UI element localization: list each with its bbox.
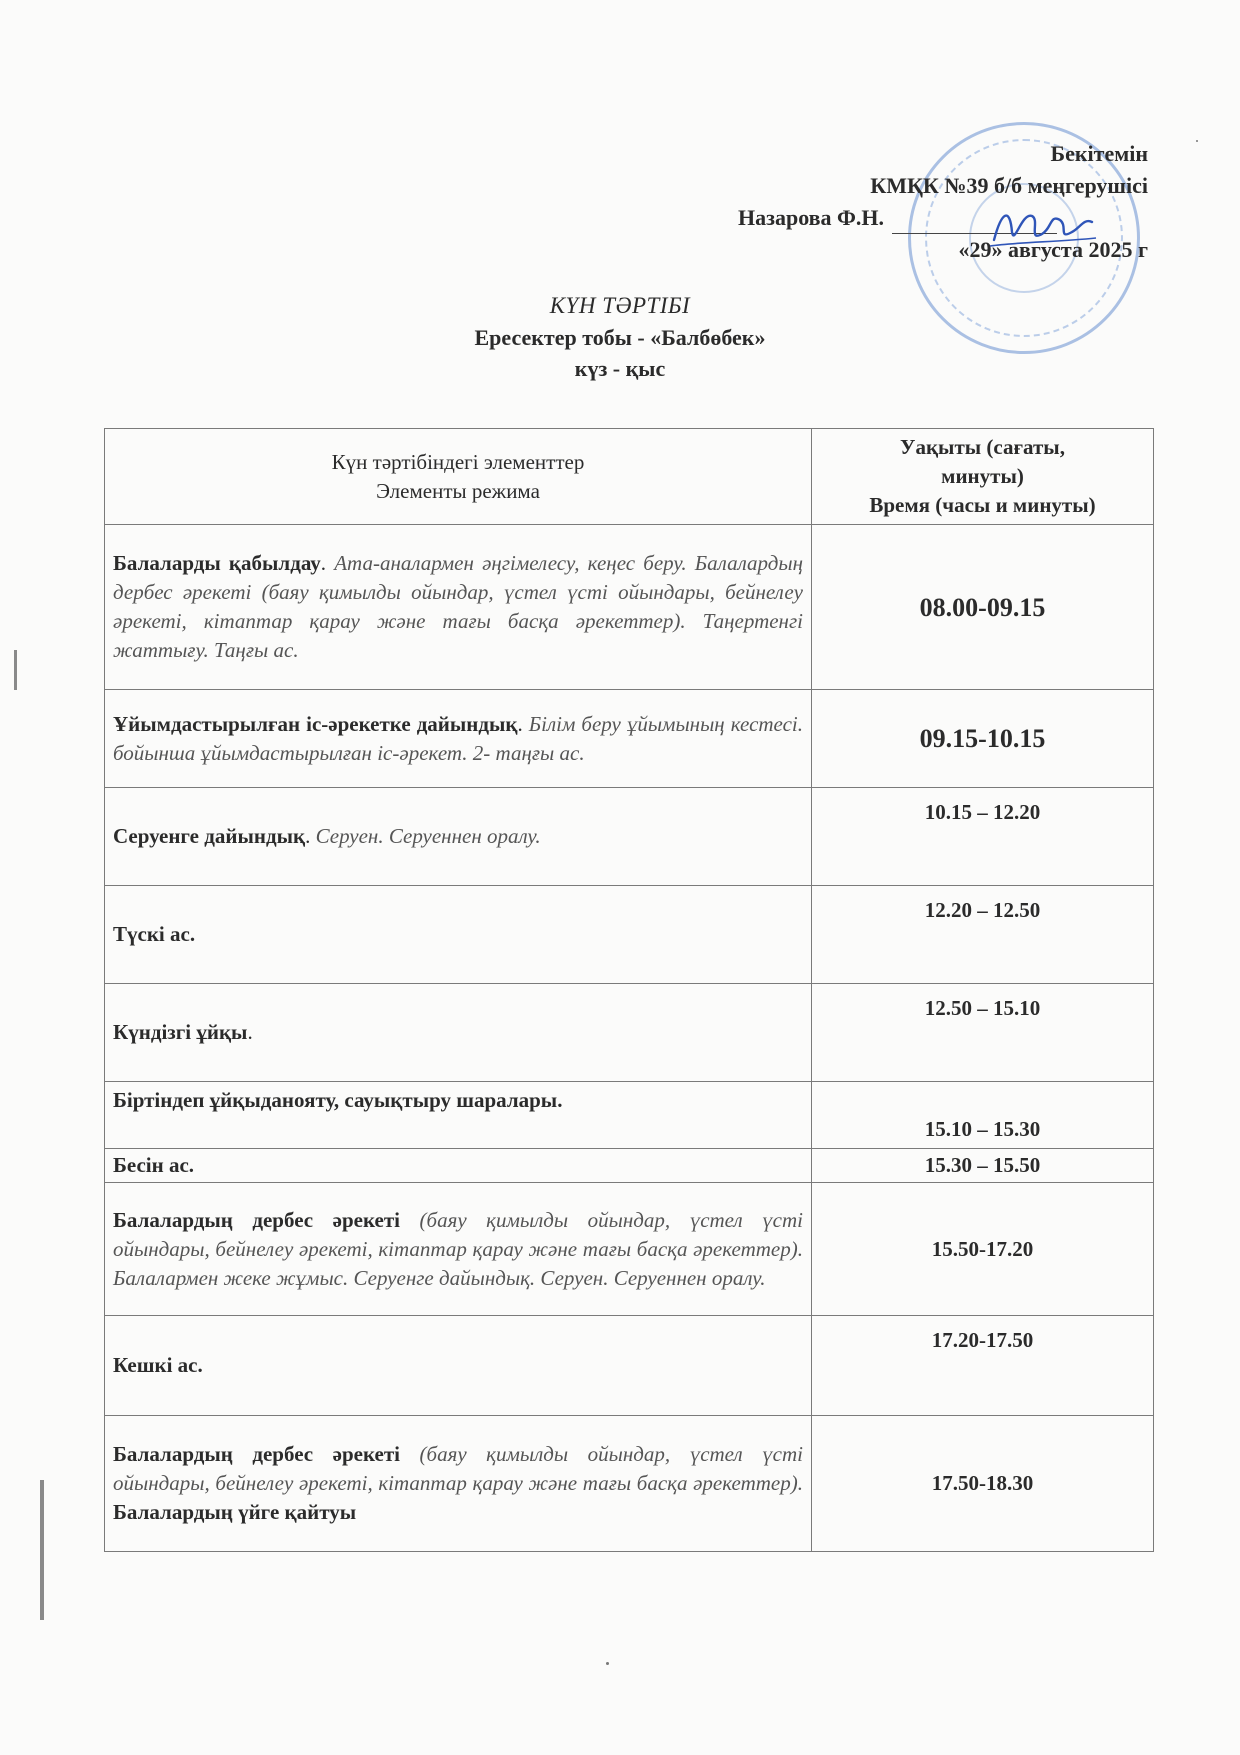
table-row	[105, 1416, 1154, 1552]
table-row	[105, 525, 1154, 690]
scan-speck	[606, 1662, 609, 1665]
table-row	[105, 886, 1154, 984]
season: күз - қыс	[574, 356, 666, 381]
approval-name: Назарова Ф.Н.	[738, 205, 885, 230]
activity-cell: Біртіндеп ұйқыданояту, сауықтыру шаралары.	[105, 1082, 812, 1149]
activity-cell: Балалардың дербес әрекеті (баяу қимылды ойындар, үстел үсті ойындары, бейнелеу әрекеті, кітаптар қарау және тағы басқа әрекеттер). Балалармен жеке жұмыс. Серуенге дайындық. Серуен. Серуеннен оралу.	[105, 1183, 812, 1316]
time-cell: 09.15-10.15	[812, 690, 1154, 788]
activity-cell: Бесін ас.	[105, 1149, 812, 1183]
scan-streak	[14, 650, 17, 690]
activity-cell: Балаларды қабылдау. Ата-аналармен әңгімелесу, кеңес беру. Балалардың дербес әрекеті (баяу қимылды ойындар, үстел үсті ойындары, бейнелеу әрекеті, кітаптар қарау және тағы басқа әрекеттер). Таңертенгі жаттығу. Таңғы ас.	[105, 525, 812, 690]
activity-cell: Балалардың дербес әрекеті (баяу қимылды ойындар, үстел үсті ойындары, бейнелеу әрекеті, кітаптар қарау және тағы басқа әрекеттер). Балалардың үйге қайтуы	[105, 1416, 812, 1552]
scan-speck	[1196, 140, 1198, 142]
table-row	[105, 1149, 1154, 1183]
column-header-elements: Күн тәртібіндегі элементтер Элементы режима	[105, 429, 812, 525]
signature	[988, 202, 1098, 252]
table-row	[105, 690, 1154, 788]
table-row	[105, 1316, 1154, 1416]
schedule-table	[104, 428, 1154, 1552]
time-cell: 10.15 – 12.20	[812, 788, 1154, 886]
table-row	[105, 1183, 1154, 1316]
activity-cell: Күндізгі ұйқы.	[105, 984, 812, 1082]
time-cell: 17.50-18.30	[812, 1416, 1154, 1552]
approval-date: «29» августа 2025 г	[958, 237, 1148, 262]
activity-cell: Түскі ас.	[105, 886, 812, 984]
time-cell: 15.50-17.20	[812, 1183, 1154, 1316]
time-cell: 12.20 – 12.50	[812, 886, 1154, 984]
group-name: Ересектер тобы - «Балбөбек»	[474, 325, 766, 350]
activity-cell: Кешкі ас.	[105, 1316, 812, 1416]
time-cell: 15.10 – 15.30	[812, 1082, 1154, 1149]
time-cell: 15.30 – 15.50	[812, 1149, 1154, 1183]
table-row	[105, 984, 1154, 1082]
scan-streak	[40, 1480, 44, 1620]
activity-cell: Ұйымдастырылған іс-әрекетке дайындық. Білім беру ұйымының кестесі. бойынша ұйымдастырылған іс-әрекет. 2- таңғы ас.	[105, 690, 812, 788]
document-title: КҮН ТӘРТІБІ	[549, 293, 691, 318]
column-header-time: Уақыты (сағаты, минуты) Время (часы и минуты)	[812, 429, 1154, 525]
time-cell: 08.00-09.15	[812, 525, 1154, 690]
approval-heading: Бекітемін	[1050, 141, 1148, 166]
approval-position: КМҚК №39 б/б меңгерушісі	[870, 173, 1148, 198]
activity-cell: Серуенге дайындық. Серуен. Серуеннен оралу.	[105, 788, 812, 886]
time-cell: 17.20-17.50	[812, 1316, 1154, 1416]
table-row	[105, 1082, 1154, 1149]
table-row	[105, 788, 1154, 886]
time-cell: 12.50 – 15.10	[812, 984, 1154, 1082]
table-header-row	[105, 429, 1154, 525]
